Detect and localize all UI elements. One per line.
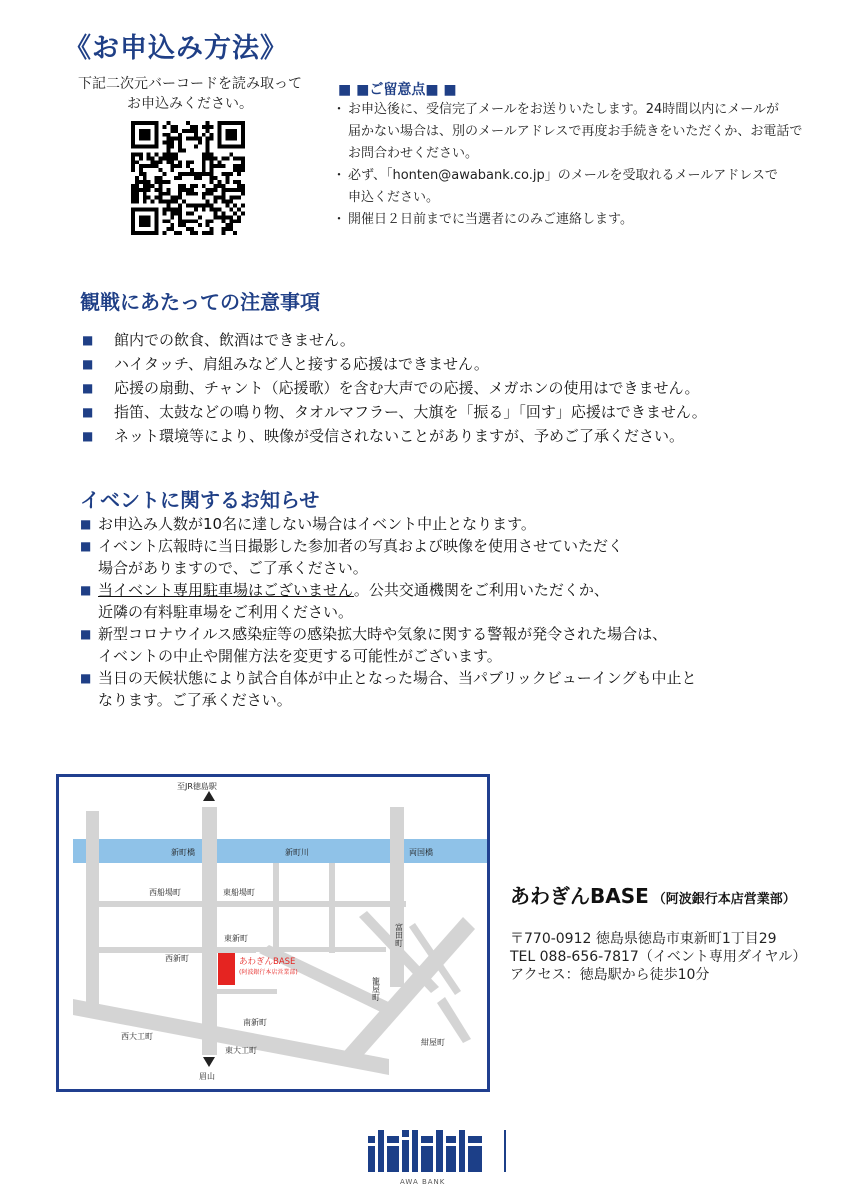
note-line: 開催日２日前までに当選者にのみご連絡します。 [348, 212, 633, 227]
list-item-text: 場合がありますので、ご了承ください。 [98, 559, 368, 577]
list-item-text: 応援の扇動、チャント（応援歌）を含む大声での応援、メガホンの使用はできません。 [114, 379, 700, 397]
qr-caption-line1: 下記二次元バーコードを読み取って [78, 76, 302, 92]
road [217, 989, 277, 994]
bullet-square: ■ [82, 405, 94, 419]
logo-caption: AWA BANK [400, 1178, 446, 1186]
awa-bank-logo [366, 1126, 516, 1188]
map-label-nishifunaba: 西船場町 [149, 888, 181, 897]
road [329, 863, 335, 953]
map-label-shinmachibashi: 新町橋 [171, 848, 195, 857]
map-label-kagoya: 籠屋町 [371, 977, 381, 1001]
list-item [82, 400, 802, 424]
road [437, 997, 471, 1043]
map-label-ryogokubashi: 両国橋 [409, 848, 433, 857]
road [273, 863, 279, 953]
road [86, 947, 256, 953]
note-line: お問合わせください。 [348, 146, 479, 161]
arrow-down-icon [203, 1057, 215, 1067]
list-item [82, 352, 802, 376]
list-item-text: 新型コロナウイルス感染症等の感染拡大時や気象に関する警報が発令された場合は、 [98, 625, 668, 643]
map-label-higashidaiku: 東大工町 [225, 1046, 257, 1055]
access-map-svg [59, 777, 487, 1089]
list-item [82, 328, 802, 352]
venue-name: あわぎんBASE [510, 884, 649, 908]
venue-title [510, 880, 796, 909]
note-line: 必ず、「honten@awabank.co.jp」のメールを受取れるメールアドレスで [348, 168, 778, 183]
venue-address-block [510, 930, 806, 984]
list-item-text: イベント広報時に当日撮影した参加者の写真および映像を使用させていただく [98, 537, 624, 555]
list-item-text: ネット環境等により、映像が受信されないことがありますが、予めご了承ください。 [114, 427, 685, 445]
event-title: イベントに関するお知らせ [80, 488, 320, 512]
event-list [80, 513, 780, 711]
list-item [82, 376, 802, 400]
map-label-tomita: 富田町 [394, 923, 404, 947]
arrow-up-icon [203, 791, 215, 801]
access-map [56, 774, 490, 1092]
list-item [80, 535, 780, 579]
bullet-square: ■ [80, 517, 92, 531]
bullet-square: ■ [80, 627, 92, 641]
map-label-base: あわぎんBASE [239, 957, 296, 967]
road [202, 807, 217, 1055]
notes-list [330, 99, 830, 231]
map-label-minamishinmachi: 南新町 [243, 1018, 267, 1027]
list-item-text: 当日の天候状態により試合自体が中止となった場合、当パブリックビューイングも中止と [98, 669, 697, 687]
list-item [80, 667, 780, 711]
awa-bank-logo-mark [366, 1126, 516, 1188]
map-label-jr: 至JR徳島駅 [177, 782, 217, 791]
venue-name-sub: （阿波銀行本店営業部） [652, 892, 796, 907]
note-item [330, 165, 830, 209]
venue-marker [218, 953, 235, 985]
list-item-text: 近隣の有料駐車場をご利用ください。 [98, 603, 354, 621]
list-item-text: なります。ご了承ください。 [98, 691, 292, 709]
bullet-square: ■ [82, 429, 94, 443]
map-label-base-sub: (阿波銀行本店営業部) [239, 969, 298, 976]
list-item-text [98, 579, 780, 601]
qr-caption [60, 74, 320, 114]
note-bullet: ・ [332, 168, 346, 183]
qr-code[interactable] [131, 121, 245, 235]
note-line: 申込ください。 [348, 190, 440, 205]
note-line: 届かない場合は、別のメールアドレスで再度お手続きをいただくか、お電話で [348, 124, 803, 139]
road [86, 811, 99, 1011]
list-item [80, 513, 780, 535]
bullet-square: ■ [80, 583, 92, 597]
note-bullet: ・ [332, 102, 346, 117]
note-line: お申込後に、受信完了メールをお送りいたします。24時間以内にメールが [348, 102, 779, 117]
venue-access: アクセス：徳島駅から徒歩10分 [510, 967, 710, 983]
bullet-square: ■ [82, 357, 94, 371]
map-label-higashishinmachi: 東新町 [224, 934, 248, 943]
note-item [330, 99, 830, 165]
list-item-text: 指笛、太鼓などの鳴り物、タオルマフラー、大旗を「振る」「回す」応援はできません。 [114, 403, 707, 421]
list-item [80, 579, 780, 623]
watching-list [82, 328, 802, 448]
bullet-square: ■ [82, 333, 94, 347]
list-item [82, 424, 802, 448]
parking-notice-rest: 。公共交通機関をご利用いただくか、 [353, 581, 609, 599]
note-bullet: ・ [332, 212, 346, 227]
parking-notice-underlined: 当イベント専用駐車場はございません [98, 581, 354, 599]
list-item-text: 館内での飲食、飲酒はできません。 [114, 331, 355, 349]
apply-title: 《お申込み方法》 [64, 33, 288, 64]
bullet-square: ■ [80, 671, 92, 685]
map-label-higashifunaba: 東船場町 [223, 888, 255, 897]
map-label-bizan: 眉山 [199, 1072, 215, 1081]
note-item [330, 209, 830, 231]
map-label-nishidaiku: 西大工町 [121, 1032, 153, 1041]
list-item-text: イベントの中止や開催方法を変更する可能性がございます。 [98, 647, 502, 665]
watching-title: 観戦にあたっての注意事項 [80, 290, 320, 314]
notes-heading: ■ ■ご留意点■ ■ [338, 82, 457, 98]
map-label-konya: 紺屋町 [421, 1038, 445, 1047]
bullet-square: ■ [82, 381, 94, 395]
map-label-shinmachigawa: 新町川 [285, 848, 309, 857]
qr-caption-line2: お申込みください。 [127, 96, 253, 112]
venue-address: 〒770-0912 徳島県徳島市東新町1丁目29 [510, 931, 777, 947]
list-item-text: ハイタッチ、肩組みなど人と接する応援はできません。 [114, 355, 489, 373]
list-item [80, 623, 780, 667]
bullet-square: ■ [80, 539, 92, 553]
map-label-nishishinmachi: 西新町 [165, 954, 189, 963]
road [86, 901, 406, 907]
venue-tel[interactable]: TEL 088-656-7817（イベント専用ダイヤル） [510, 949, 807, 965]
list-item-text: お申込み人数が10名に達しない場合はイベント中止となります。 [98, 515, 536, 533]
